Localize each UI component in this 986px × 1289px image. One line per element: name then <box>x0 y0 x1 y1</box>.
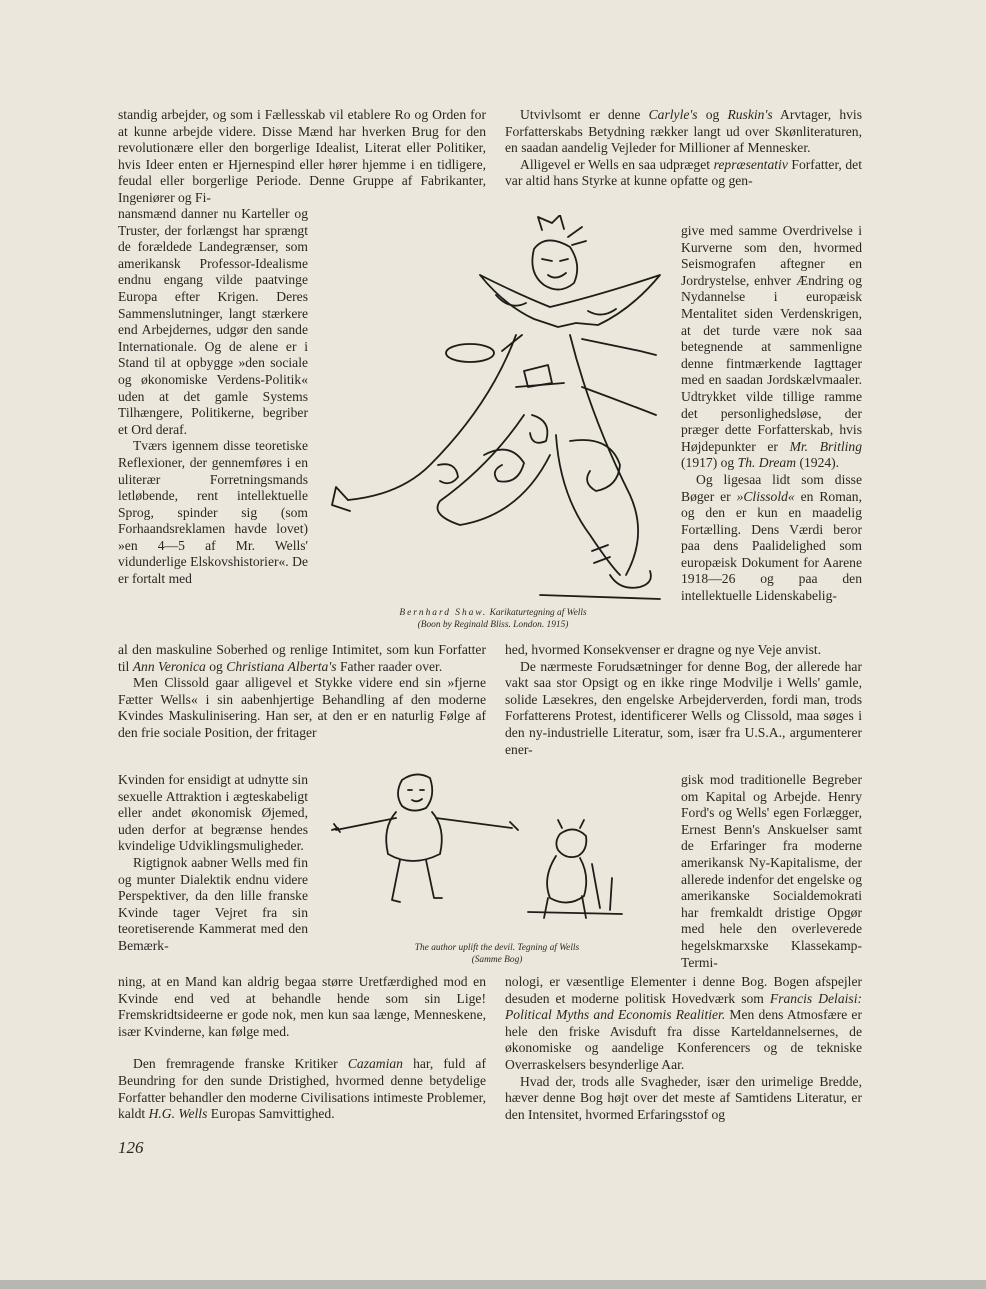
paragraph: Rigtignok aabner Wells med fin og munter Dialektik endnu videre Perspektiver, da den lille franske Kvinde tager Vejret fra sin teoretiserende Kammerat med den Bemærk- <box>118 854 308 953</box>
viewer-bottom-edge <box>0 1280 986 1289</box>
author-right-arm <box>436 818 518 830</box>
hat-stroke <box>538 215 564 230</box>
text-run: Europas Samvittighed. <box>207 1106 335 1122</box>
tray <box>446 344 494 362</box>
paragraph: nansmænd danner nu Karteller og Truster, der forlængst har sprængt de forældede Landegrænser, som amerikansk Professor-Idealisme endnu engang vilde paatvinge Europa efter Krigen. Deres Sammenslutninger, langt stærkere end Arbejdernes, udgør den sande Internationale. Og de alene er i Stand til at opbygge »den sociale og økonomiske Verdens-Politik« uden at det gamle Systems Tilhængere, Politikerne, begriber et Ord deraf. <box>118 206 308 437</box>
book-title: Mr. Britling <box>789 438 862 454</box>
caption-line-2: (Samme Bog) <box>471 955 523 965</box>
text-run: nologi, er væsentlige Elementer i denne Bog. Bogen afspejler desuden et moderne politisk Hovedværk som <box>505 974 862 1006</box>
author-devil-svg <box>322 768 630 928</box>
text-run: Og ligesaa lidt som disse Bøger er <box>681 471 862 504</box>
book-title: Th. Dream <box>737 455 797 471</box>
paragraph: De nærmeste Forudsætninger for denne Bog, der allerede har vakt saa stor Opsigt og en ikke ringe Modvilje i Wells' gamle, solide Læsekres, den engelske Arbejderverden, fordi man, trods Forfatterens Protest, identificerer Wells og Clissold, maa søges i den ny-industrielle Literatur, som, især fra U.S.A., argumenterer ener- <box>505 658 862 757</box>
devil-body <box>547 856 586 903</box>
left-foot <box>332 487 350 511</box>
author-and-devil-drawing <box>322 768 630 928</box>
left-column-narrow-2 <box>118 772 308 955</box>
cape-outline <box>480 275 660 327</box>
right-column-bottom <box>505 974 862 1123</box>
book-title: Francis Delaisi: Political Myths and Economis Realitier. <box>505 990 863 1023</box>
author-name: Cazamian <box>347 1056 403 1072</box>
text-run: og <box>697 107 728 122</box>
caption-name: Bernhard Shaw. <box>399 608 488 618</box>
caricature-drawing-shaw <box>320 215 680 600</box>
caption-line-2: (Boon by Reginald Bliss. London. 1915) <box>417 620 569 630</box>
coat-swirl <box>530 415 547 443</box>
left-column-bottom <box>118 974 486 1123</box>
devil-horns <box>558 820 584 828</box>
right-arm <box>582 339 656 355</box>
paragraph: Kvinden for ensidigt at udnytte sin sexuelle Attraktion i ægteskabeligt eller andet økonomisk Øjemed, uden derfor at begrænse hendes kvindelige Udviklingsmuligheder. <box>118 772 308 854</box>
saucer <box>516 383 564 387</box>
coat-swirl <box>438 464 458 483</box>
cape-swirl <box>588 309 616 315</box>
caption-line-1: The author uplift the devil. Tegning af Wells <box>414 943 580 953</box>
coat-swirl <box>570 440 620 491</box>
figure-1-caption <box>378 607 608 631</box>
right-column-narrow-2 <box>681 772 862 971</box>
text-run: Arvtager, hvis Forfatterskabs Betydning rækker langt ud over Skønliteraturen, en saadan aandelig Vejleder for Millioner af Mennesker. <box>505 107 862 156</box>
caption-text: Karikaturtegning af Wells <box>489 608 587 618</box>
book-title: »Clissold« <box>736 488 795 504</box>
book-title: Ann Veronica <box>132 658 206 674</box>
author-body <box>386 812 442 861</box>
left-column-top <box>118 107 486 207</box>
author-head <box>398 774 432 810</box>
right-column-full <box>505 642 862 758</box>
paragraph <box>505 974 862 1074</box>
eyes <box>542 259 568 261</box>
right-foot <box>610 571 651 588</box>
mouth <box>548 273 566 278</box>
figure-2-caption <box>382 942 612 966</box>
text-run: Father raader over. <box>336 658 443 674</box>
caricature-svg <box>320 215 680 600</box>
paragraph: Hvad der, trods alle Svagheder, især den urimelige Bredde, hæver denne Bog højt over det meste af Samtidens Literatur, er den Intensitet, hvormed Erfaringsstof og <box>505 1073 862 1122</box>
text-run: Den fremragende franske Kritiker <box>133 1056 348 1072</box>
paragraph <box>505 107 862 157</box>
text-run: (1917) og <box>681 455 738 471</box>
floor-line <box>528 912 622 914</box>
text-run: en Roman, og den er kun en maadelig Fortælling. Dens Værdi beror paa dens Paalidelighed som europæisk Dokument for Aarene 1918—26 og paa den intellektuelle Lidenskabelig- <box>681 488 862 604</box>
left-column-narrow <box>118 206 308 588</box>
author-name: H.G. Wells <box>148 1106 208 1122</box>
caption-line-1 <box>378 607 608 619</box>
book-title: Christiana Alberta's <box>226 658 337 674</box>
text-run: og <box>205 658 227 674</box>
text-run: Alligevel er Wells en saa udpræget <box>520 156 714 172</box>
coat-panel <box>556 435 620 575</box>
author-name: Ruskin's <box>727 107 773 122</box>
paragraph: Men Clissold gaar alligevel et Stykke videre end sin »fjerne Fætter Wells« i sin aabenhjertige Behandling af den moderne Kvindes Maskulinisering. Han ser, at den er en naturlig Følge af den frie sociale Position, der fritager <box>118 675 486 740</box>
author-legs <box>392 860 442 902</box>
right-column-narrow <box>681 223 862 605</box>
paragraph <box>118 1056 486 1122</box>
text-run: har, fuld af Beundring for den sunde Dristighed, hvormed denne betydelige Forfatter behandler den moderne Civilisations intimeste Problemer, kaldt <box>118 1056 486 1122</box>
paragraph <box>681 472 862 605</box>
text-run: al den maskuline Soberhed og renlige Intimitet, som kun Forfatter til <box>118 642 486 674</box>
coat-right-edge <box>570 335 638 575</box>
left-column-full <box>118 642 486 742</box>
head-outline <box>532 240 577 289</box>
paragraph: gisk mod traditionelle Begreber om Kapital og Arbejde. Henry Ford's og Wells' egen Forlægger, Ernest Benn's Anskuelser samt de Erfaringer fra moderne amerikansk Ny-Kapitalisme, der allerede indenfor det engelske og amerikanske Socialdemokrati har fremkaldt dristige Opgør med hele den overleverede hegelskmarxske Klassekamp-Termi- <box>681 772 862 970</box>
coat-swirl <box>484 450 524 482</box>
author-face <box>408 790 424 801</box>
text-run: Forfatter, det var altid hans Styrke at kunne opfatte og gen- <box>505 156 862 189</box>
text-run: give med samme Overdrivelse i Kurverne som den, hvormed Seismografen aftegner en Jordrystelse, enhver Ændring og Nydannelse i europæisk Mentalitet siden Verdenskrigen, at det turde være nok saa betegnende at sammenligne denne fintmærkende Iagttager med en saadan Jordskælvmaaler. Udtrykket vilde tillige ramme det personlighedsløse, der præger dette Forfatterskab, hvis Højdepunkter er <box>681 223 862 454</box>
paragraph <box>505 157 862 190</box>
right-column-top <box>505 107 862 190</box>
text-run: Utvivlsomt er denne <box>520 107 649 122</box>
devil-head <box>556 829 586 857</box>
paragraph <box>118 642 486 675</box>
ground-line <box>540 595 660 599</box>
paragraph: Tværs igennem disse teoretiske Reflexioner, der gennemføres i en uliterær Forretningsmands letløbende, rent intellektuelle Sprog, spinder sig (som Forhaandsreklamen havde lovet) »en 4—5 af Mr. Wells' vidunderlige Elskovshistorier«. De er fortalt med <box>118 438 308 587</box>
coat-panel <box>438 415 551 525</box>
hair-strokes <box>568 227 586 245</box>
emphasis: repræsentativ <box>713 156 788 172</box>
paragraph <box>681 223 862 472</box>
text-run: (1924). <box>796 455 840 471</box>
paragraph: hed, hvormed Konsekvenser er dragne og nye Veje anvist. <box>505 642 822 657</box>
page-number: 126 <box>118 1138 144 1157</box>
text-run: Men dens Atmosfære er hele den friske Avisduft fra disse Karteldannelsernes, de økonomiske og aandelige Konferencers og de tekniske Overraskelsers besynderlige Aar. <box>505 1007 862 1072</box>
coat-left-edge <box>348 335 516 500</box>
author-name: Carlyle's <box>648 107 698 122</box>
paragraph: standig arbejder, og som i Fællesskab vil etablere Ro og Orden for at kunne arbejde videre. Disse Mænd har hverken Brug for den revolutionære eller den borgerlige Idealist, Literat eller Politiker, hvis Ideer enten er Hjernespind eller hører hjemme i en tidligere, feudal eller borgerlige Periode. Denne Gruppe af Fabrikanter, Ingeniører og Fi- <box>118 107 486 205</box>
paragraph: ning, at en Mand kan aldrig begaa større Uretfærdighed mod en Kvinde end ved at behandle hende som sin Lige! Fremskridtsideerne er gode nok, men kun saa længe, Menneskene, især Kvinderne, kan følge med. <box>118 974 486 1039</box>
chair <box>592 864 612 910</box>
